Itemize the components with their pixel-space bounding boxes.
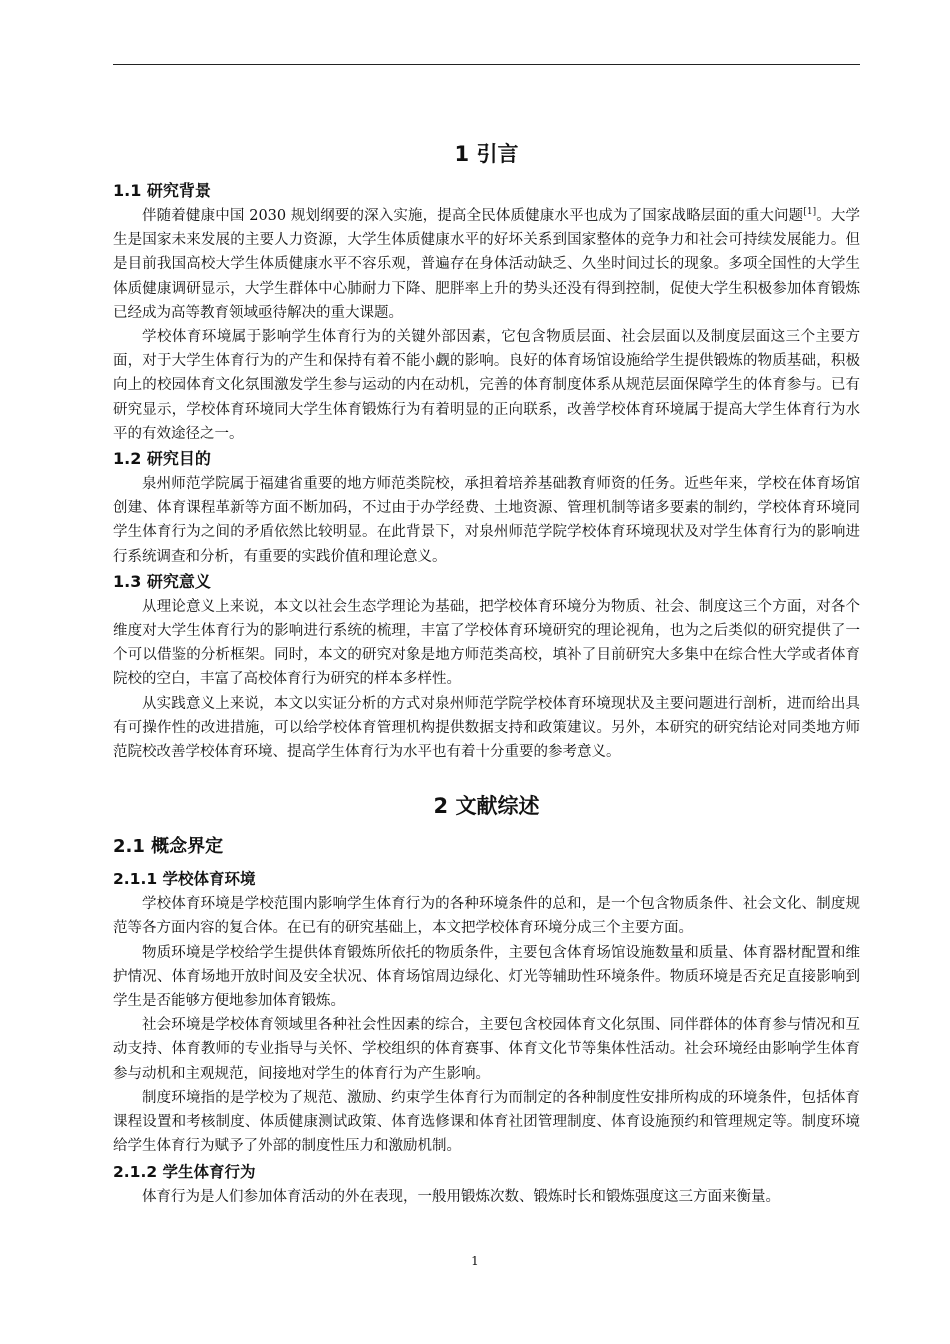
paragraph: 从理论意义上来说，本文以社会生态学理论为基础，把学校体育环境分为物质、社会、制度这三个方面，对各个维度对大学生体育行为的影响进行系统的梳理，丰富了学校体育环境研究的理论视角，也为之后类似的研究提供了一个可以借鉴的分析框架。同时，本文的研究对象是地方师范类高校，填补了目前研究大多集中在综合性大学或者体育院校的空白，丰富了高校体育行为研究的样本多样性。	[113, 598, 860, 688]
paragraph: 物质环境是学校给学生提供体育锻炼所依托的物质条件，主要包含体育场馆设施数量和质量、体育器材配置和维护情况、体育场地开放时间及安全状况、体育场馆周边绿化、灯光等辅助性环境条件。物质环境是否充足直接影响到学生是否能够方便地参加体育锻炼。	[113, 944, 860, 1010]
paragraph: 制度环境指的是学校为了规范、激励、约束学生体育行为而制定的各种制度性安排所构成的环境条件，包括体育课程设置和考核制度、体质健康测试政策、体育选修课和体育社团管理制度、体育设施预约和管理规定等。制度环境给学生体育行为赋予了外部的制度性压力和激励机制。	[113, 1089, 860, 1155]
citation-ref: [1]	[803, 207, 817, 218]
paragraph	[113, 204, 860, 325]
paragraph: 学校体育环境是学校范围内影响学生体育行为的各种环境条件的总和，是一个包含物质条件、社会文化、制度规范等各方面内容的复合体。在已有的研究基础上，本文把学校体育环境分成三个主要方面。	[113, 896, 860, 937]
paragraph-text: 。大学生是国家未来发展的主要人力资源，大学生体质健康水平的好坏关系到国家整体的竞争力和社会可持续发展能力。但是目前我国高校大学生体质健康水平不容乐观，普遍存在身体活动缺乏、久坐时间过长的现象。多项全国性的大学生体质健康调研显示，大学生群体中心肺耐力下降、肥胖率上升的势头还没有得到控制，促使大学生积极参加体育锻炼已经成为高等教育领域亟待解决的重大课题。	[113, 208, 861, 321]
section-1-1-heading: 1.1 研究背景	[113, 181, 211, 200]
paragraph: 学校体育环境属于影响学生体育行为的关键外部因素，它包含物质层面、社会层面以及制度层面这三个主要方面，对于大学生体育行为的产生和保持有着不能小觑的影响。良好的体育场馆设施给学生提供锻炼的物质基础，积极向上的校园体育文化氛围激发学生参与运动的内在动机，完善的体育制度体系从规范层面保障学生的体育参与。已有研究显示，学校体育环境同大学生体育锻炼行为有着明显的正向联系，改善学校体育环境属于提高大学生体育行为水平的有效途径之一。	[113, 329, 860, 442]
header-rule	[113, 64, 860, 65]
section-2-1-heading: 2.1 概念界定	[113, 836, 224, 858]
section-1-2-heading: 1.2 研究目的	[113, 449, 211, 469]
subsection-2-1-2-heading: 2.1.2 学生体育行为	[113, 1162, 256, 1181]
paragraph: 泉州师范学院属于福建省重要的地方师范类院校，承担着培养基础教育师资的任务。近些年来，学校在体育场馆创建、体育课程革新等方面不断加码，不过由于办学经费、土地资源、管理机制等诸多要素的制约，学校体育环境同学生体育行为之间的矛盾依然比较明显。在此背景下，对泉州师范学院学校体育环境现状及对学生体育行为的影响进行系统调查和分析，有重要的实践价值和理论意义。	[113, 476, 860, 565]
page-number: 1	[471, 1254, 479, 1268]
paragraph: 体育行为是人们参加体育活动的外在表现，一般用锻炼次数、锻炼时长和锻炼强度这三方面来衡量。	[142, 1188, 780, 1205]
chapter-2-title: 2 文献综述	[433, 794, 540, 819]
page-body	[113, 138, 860, 1209]
paragraph: 从实践意义上来说，本文以实证分析的方式对泉州师范学院学校体育环境现状及主要问题进行剖析，进而给出具有可操作性的改进措施，可以给学校体育管理机构提供数据支持和政策建议。另外，本研究的研究结论对同类地方师范院校改善学校体育环境、提高学生体育行为水平也有着十分重要的参考意义。	[113, 695, 860, 761]
paragraph-text: 伴随着健康中国 2030 规划纲要的深入实施，提高全民体质健康水平也成为了国家战略层面的重大问题	[142, 208, 804, 224]
section-1-3-heading: 1.3 研究意义	[113, 571, 211, 591]
chapter-1-title: 1 引言	[454, 142, 519, 166]
subsection-2-1-1-heading: 2.1.1 学校体育环境	[113, 870, 256, 889]
paragraph: 社会环境是学校体育领域里各种社会性因素的综合，主要包含校园体育文化氛围、同伴群体的体育参与情况和互动支持、体育教师的专业指导与关怀、学校组织的体育赛事、体育文化节等集体性活动。社会环境经由影响学生体育参与动机和主观规范，间接地对学生的体育行为产生影响。	[113, 1017, 860, 1082]
